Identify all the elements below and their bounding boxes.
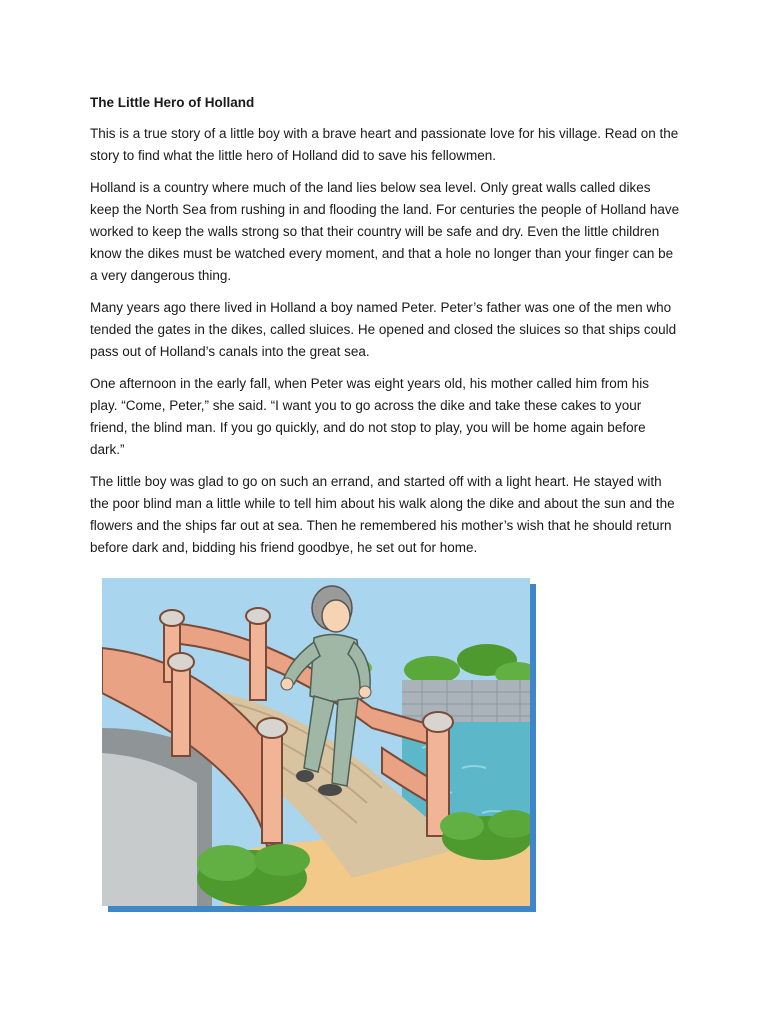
paragraph-4: One afternoon in the early fall, when Peter was eight years old, his mother called him from his play. “Come, Peter,” she said. “I want you to go across the dike and take these cakes to your friend, the blind man. If you go quickly, and do not stop to play, you will be home again before dark.” (90, 376, 650, 457)
story-page (90, 92, 680, 569)
story-title: The Little Hero of Holland (90, 95, 255, 110)
stone-wall (402, 680, 530, 724)
paragraph-3: Many years ago there lived in Holland a boy named Peter. Peter’s father was one of the men who tended the gates in the dikes, called sluices. He opened and closed the sluices so that ships could pass out of Holland’s canals into the great sea. (90, 300, 677, 359)
paragraph-2: Holland is a country where much of the land lies below sea level. Only great walls called dikes keep the North Sea from rushing in and flooding the land. For centuries the people of Holland have worked to keep the walls strong so that their country will be safe and dry. Even the little children know the dikes must be watched every moment, and that a hole no longer than your finger can be a very dangerous thing. (90, 180, 680, 283)
illustration-scene (102, 578, 536, 906)
bridge-illustration (102, 578, 536, 912)
paragraph-1: This is a true story of a little boy with a brave heart and passionate love for his village. Read on the story to find what the little hero of Holland did to save his fellowmen. (90, 126, 679, 163)
paragraph-5: The little boy was glad to go on such an errand, and started off with a light heart. He stayed with the poor blind man a little while to tell him about his walk along the dike and about the sun and the flowers and the ships far out at sea. Then he remembered his mother’s wish that he should return before dark and, bidding his friend goodbye, he set out for home. (90, 474, 675, 555)
bridge-illustration-svg (102, 578, 536, 912)
